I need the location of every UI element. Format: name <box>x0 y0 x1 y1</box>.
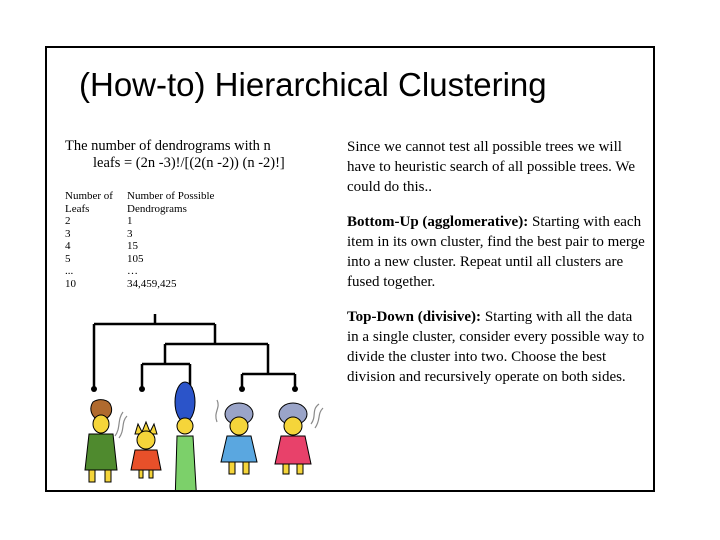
table-cell: 4 <box>65 240 71 252</box>
table-cell: 3 <box>127 227 133 240</box>
table-cell: 15 <box>127 240 138 252</box>
bottom-up-title: Bottom-Up (agglomerative): <box>347 214 529 230</box>
formula-line-2: leafs = (2n -3)!/[(2(n -2)) (n -2)!] <box>93 155 285 171</box>
top-down-title: Top-Down (divisive): <box>347 309 482 325</box>
table-header-leafs: Number of Leafs <box>65 190 113 215</box>
table-cell: 1 <box>127 215 133 227</box>
table-cell: 2 <box>65 215 71 227</box>
table-cell: 10 <box>65 277 76 290</box>
top-down-text: Starting with all the data in a single cluster, consider every possible way to divide the cluster into two. Choose the best division and recursively operate on both sides. <box>347 309 645 385</box>
slide-title: (How-to) Hierarchical Clustering <box>79 66 547 103</box>
formula-line-1: The number of dendrograms with n <box>65 138 271 154</box>
patty-character-icon <box>216 400 257 474</box>
table-cell: ... <box>65 265 74 277</box>
selma-character-icon <box>275 403 323 474</box>
table-cell: 3 <box>65 227 71 240</box>
intro-paragraph: Since we cannot test all possible trees we will have to heuristic search of all possible trees. We could do this.. <box>347 139 636 195</box>
lisa-character-icon <box>131 422 161 478</box>
bottom-up-text: Starting with each item in its own cluster, find the best pair to merge into a new cluster. Repeat until all clusters are fused together. <box>347 214 645 290</box>
slide <box>45 46 655 492</box>
table-cell: … <box>127 265 138 277</box>
table-cell: 105 <box>127 252 144 265</box>
marge-character-icon <box>175 382 199 490</box>
edna-character-icon <box>85 400 127 482</box>
dendrogram-illustration <box>47 48 653 490</box>
table-header-dendrograms: Number of Possible Dendrograms <box>127 190 215 215</box>
table-cell: 34,459,425 <box>127 277 177 290</box>
dendrogram-lines <box>94 314 295 388</box>
table-cell: 5 <box>65 252 71 265</box>
dendrogram-leaf-dots <box>91 386 298 392</box>
